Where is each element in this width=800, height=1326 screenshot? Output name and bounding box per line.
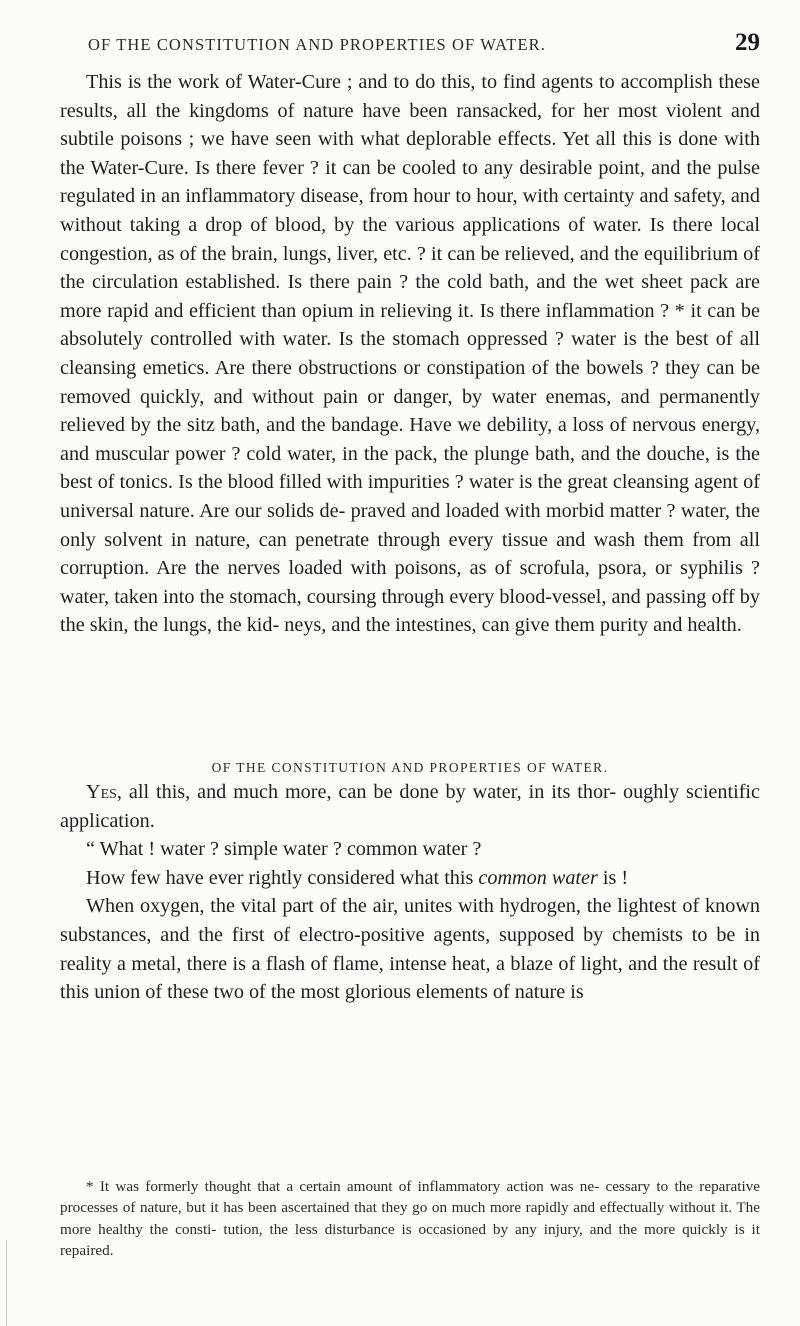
section-heading: OF THE CONSTITUTION AND PROPERTIES OF WATER. <box>211 760 609 775</box>
section-paragraph-1-rest: all this, and much more, can be done by water, in its thor- oughly scientific application. <box>60 781 760 832</box>
footnote <box>60 1176 760 1261</box>
section-paragraph-3-after: is ! <box>597 866 629 889</box>
page-number: 29 <box>735 29 760 56</box>
section-paragraph-1 <box>60 778 760 835</box>
section-paragraph-4: When oxygen, the vital part of the air, unites with hydrogen, the lightest of known substances, and the first of electro-positive agents, supposed by chemists to be in reality a metal, there is a flash of flame, intense heat, a blaze of light, and the result of this union of these two of the most glorious elements of nature is <box>60 895 760 1004</box>
section-paragraph-3-before: How few have ever rightly considered what this <box>86 866 479 889</box>
section-paragraph-2: “ What ! water ? simple water ? common water ? <box>86 838 482 861</box>
running-header <box>60 29 760 63</box>
running-title: OF THE CONSTITUTION AND PROPERTIES OF WATER. <box>88 35 546 54</box>
section-lead-word: Yes, <box>86 781 122 803</box>
main-paragraph-block <box>60 68 760 640</box>
page-edge-mark <box>6 1240 7 1326</box>
footnote-text: * It was formerly thought that a certain amount of inflammatory action was ne- cessary to the reparative processes of nature, but it has been ascertained that they go on much more rapidly and effectually without it. The more healthy the consti- tution, the less disturbance is occasioned by any injury, and the more quickly is it repaired. <box>60 1178 760 1259</box>
common-water-emphasis: common water <box>478 866 598 889</box>
body-paragraph: This is the work of Water-Cure ; and to do this, to find agents to accomplish these results, all the kingdoms of nature have been ransacked, for her most violent and subtile poisons ; we have seen with what deplorable effects. Yet all this is done with the Water-Cure. Is there fever ? it can be cooled to any desirable point, and the pulse regulated in an inflammatory disease, from hour to hour, with certainty and safety, and without taking a drop of blood, by the various applications of water. Is there local congestion, as of the brain, lungs, liver, etc. ? it can be relieved, and the equilibrium of the circulation established. Is there pain ? the cold bath, and the wet sheet pack are more rapid and efficient than opium in relieving it. Is there inflammation ? * it can be absolutely controlled with water. Is the stomach oppressed ? water is the best of all cleansing emetics. Are there obstructions or constipation of the bowels ? they can be removed quickly, and without pain or danger, by water enemas, and permanently relieved by the sitz bath, and the bandage. Have we debility, a loss of nervous energy, and muscular power ? cold water, in the pack, the plunge bath, and the douche, is the best of tonics. Is the blood filled with impurities ? water is the great cleansing agent of universal nature. Are our solids de- praved and loaded with morbid matter ? water, the only solvent in nature, can penetrate through every tissue and wash them from all corruption. Are the nerves loaded with poisons, as of scrofula, psora, or syphilis ? water, taken into the stomach, coursing through every blood-vessel, and passing off by the skin, the lungs, the kid- neys, and the intestines, can give them purity and health. <box>60 71 760 637</box>
section-paragraph-3 <box>60 864 760 893</box>
section-text-block <box>60 778 760 1007</box>
